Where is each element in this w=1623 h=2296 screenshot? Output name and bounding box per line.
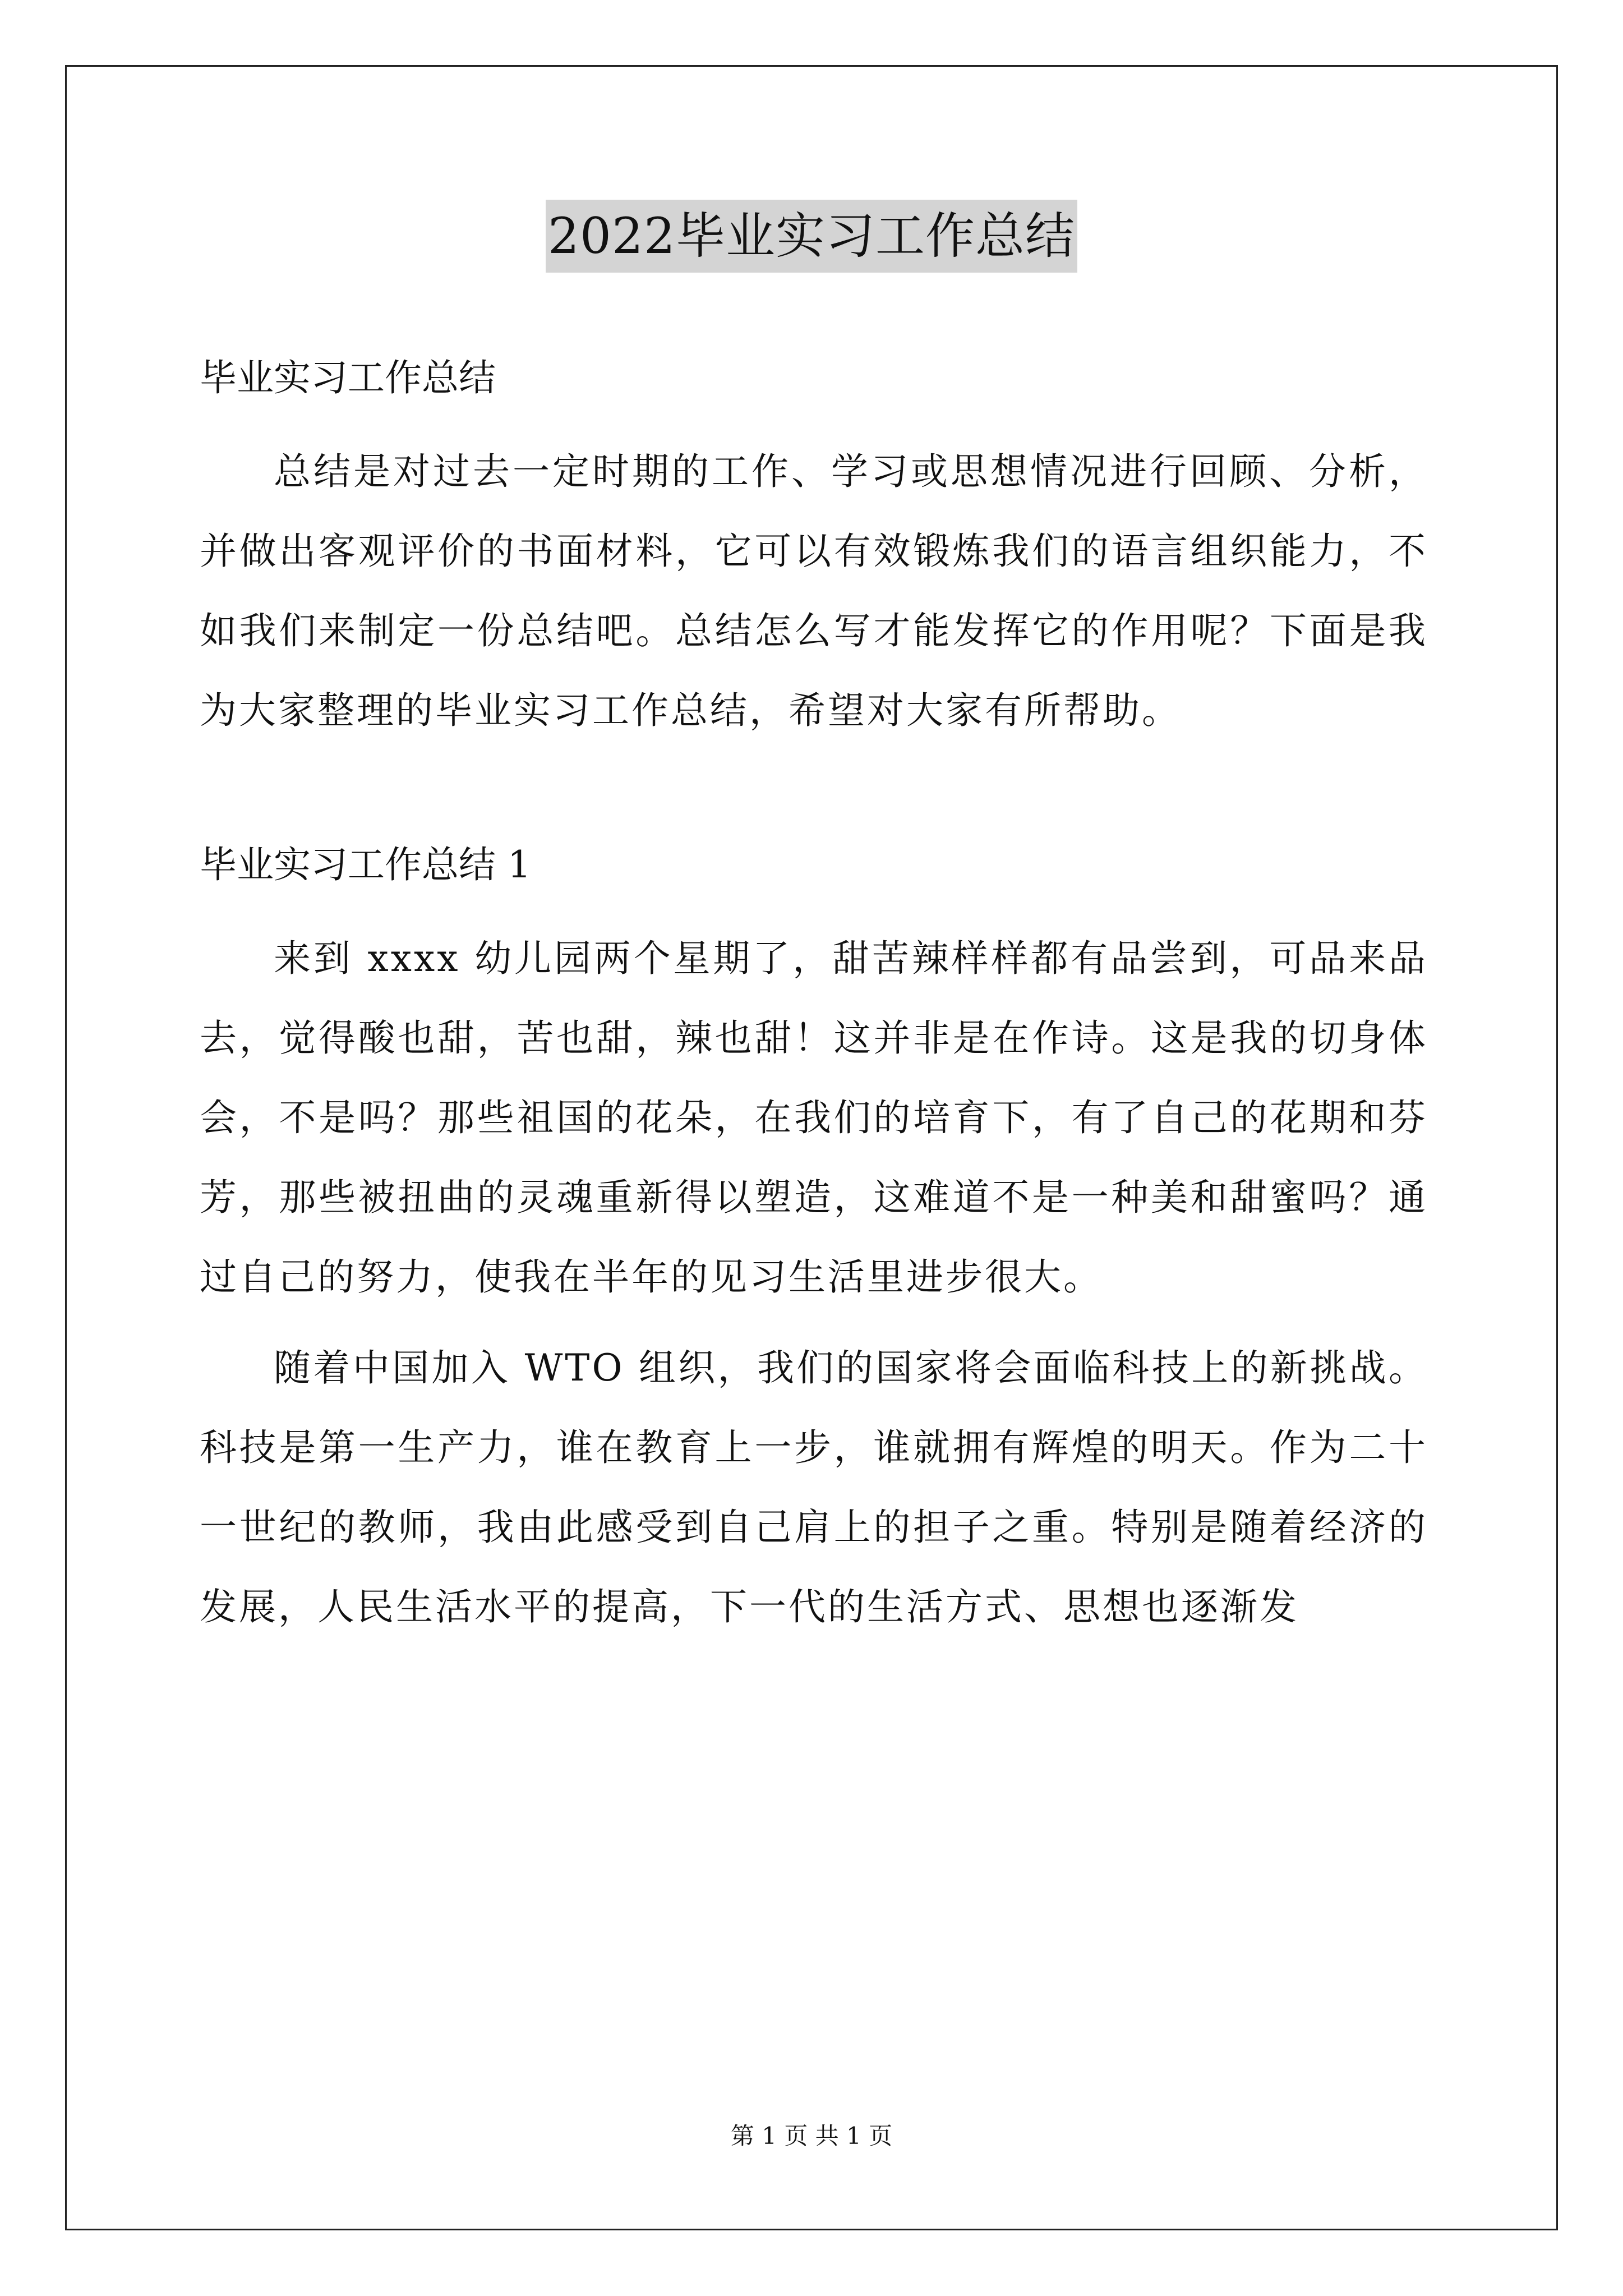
title-container [0, 200, 1623, 273]
section1-heading: 毕业实习工作总结 1 [200, 843, 531, 886]
intro-paragraph: 总结是对过去一定时期的工作、学习或思想情况进行回顾、分析，并做出客观评价的书面材料，它可以有效锻炼我们的语言组织能力，不如我们来制定一份总结吧。总结怎么写才能发挥它的作用呢？下面是我为大家整理的毕业实习工作总结，希望对大家有所帮助。 [200, 450, 1428, 732]
page-footer: 第 1 页 共 1 页 [730, 2122, 893, 2150]
section1-paragraph-1: 来到 xxxx 幼儿园两个星期了，甜苦辣样样都有品尝到，可品来品去，觉得酸也甜，苦也甜，辣也甜！这并非是在作诗。这是我的切身体会，不是吗？那些祖国的花朵，在我们的培育下，有了自己的花期和芬芳，那些被扭曲的灵魂重新得以塑造，这难道不是一种美和甜蜜吗？通过自己的努力，使我在半年的见习生活里进步很大。 [200, 937, 1428, 1299]
section1-paragraph-2: 随着中国加入 WTO 组织，我们的国家将会面临科技上的新挑战。科技是第一生产力，谁在教育上一步，谁就拥有辉煌的明天。作为二十一世纪的教师，我由此感受到自己肩上的担子之重。特别是随着经济的发展，人民生活水平的提高，下一代的生活方式、思想也逐渐发 [200, 1346, 1428, 1628]
document-body [200, 351, 1428, 1647]
document-title: 2022毕业实习工作总结 [546, 200, 1077, 273]
intro-heading: 毕业实习工作总结 [200, 356, 496, 399]
